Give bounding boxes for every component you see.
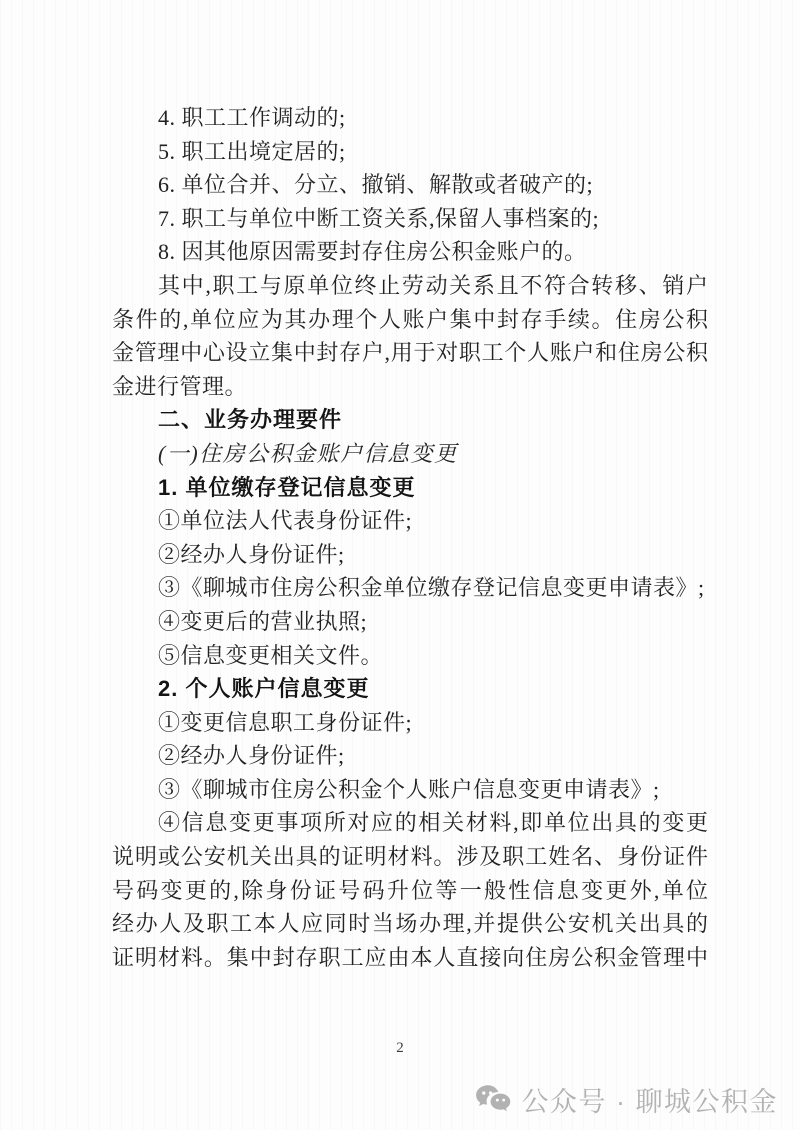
wechat-account-label: 公众号 · 聊城公积金 [521, 1087, 778, 1117]
text-line: 2. 个人账户信息变更 [158, 676, 370, 702]
text-line: 1. 单位缴存登记信息变更 [158, 474, 416, 500]
page-number: 2 [396, 1040, 404, 1056]
wechat-icon [474, 1083, 512, 1116]
text-line: ⑤信息变更相关文件。 [158, 642, 384, 668]
text-line: 证明材料。集中封存职工应由本人直接向住房公积金管理中 [112, 944, 708, 970]
text-line: 6. 单位合并、分立、撤销、解散或者破产的; [158, 172, 594, 198]
text-line: 金管理中心设立集中封存户,用于对职工个人账户和住房公积 [112, 340, 708, 366]
text-line: ④信息变更事项所对应的相关材料,即单位出具的变更 [158, 810, 708, 836]
text-line: 号码变更的,除身份证号码升位等一般性信息变更外,单位 [112, 877, 708, 903]
text-line: 经办人及职工本人应同时当场办理,并提供公安机关出具的 [112, 911, 708, 937]
wechat-footer [474, 1080, 779, 1119]
text-line: 4. 职工工作调动的; [158, 105, 346, 130]
text-line: ①变更信息职工身份证件; [158, 709, 413, 735]
text-line: ③《聊城市住房公积金单位缴存登记信息变更申请表》; [158, 575, 705, 601]
document-body [112, 101, 708, 974]
text-line: 其中,职工与原单位终止劳动关系且不符合转移、销户 [158, 272, 708, 298]
text-line: ③《聊城市住房公积金个人账户信息变更申请表》; [158, 776, 660, 802]
text-line: 5. 职工出境定居的; [158, 138, 346, 164]
text-line: ④变更后的营业执照; [158, 608, 368, 634]
text-line: 7. 职工与单位中断工资关系,保留人事档案的; [158, 205, 600, 231]
text-line: ②经办人身份证件; [158, 541, 345, 567]
text-line: 说明或公安机关出具的证明材料。涉及职工姓名、身份证件 [112, 844, 708, 870]
text-line: 条件的,单位应为其办理个人账户集中封存手续。住房公积 [112, 306, 708, 332]
text-line: ②经办人身份证件; [158, 743, 345, 769]
text-line: (一)住房公积金账户信息变更 [158, 440, 458, 466]
text-line: 二、业务办理要件 [158, 407, 343, 433]
text-line: ①单位法人代表身份证件; [158, 508, 413, 534]
text-line: 金进行管理。 [112, 373, 248, 399]
text-line: 8. 因其他原因需要封存住房公积金账户的。 [158, 239, 587, 265]
